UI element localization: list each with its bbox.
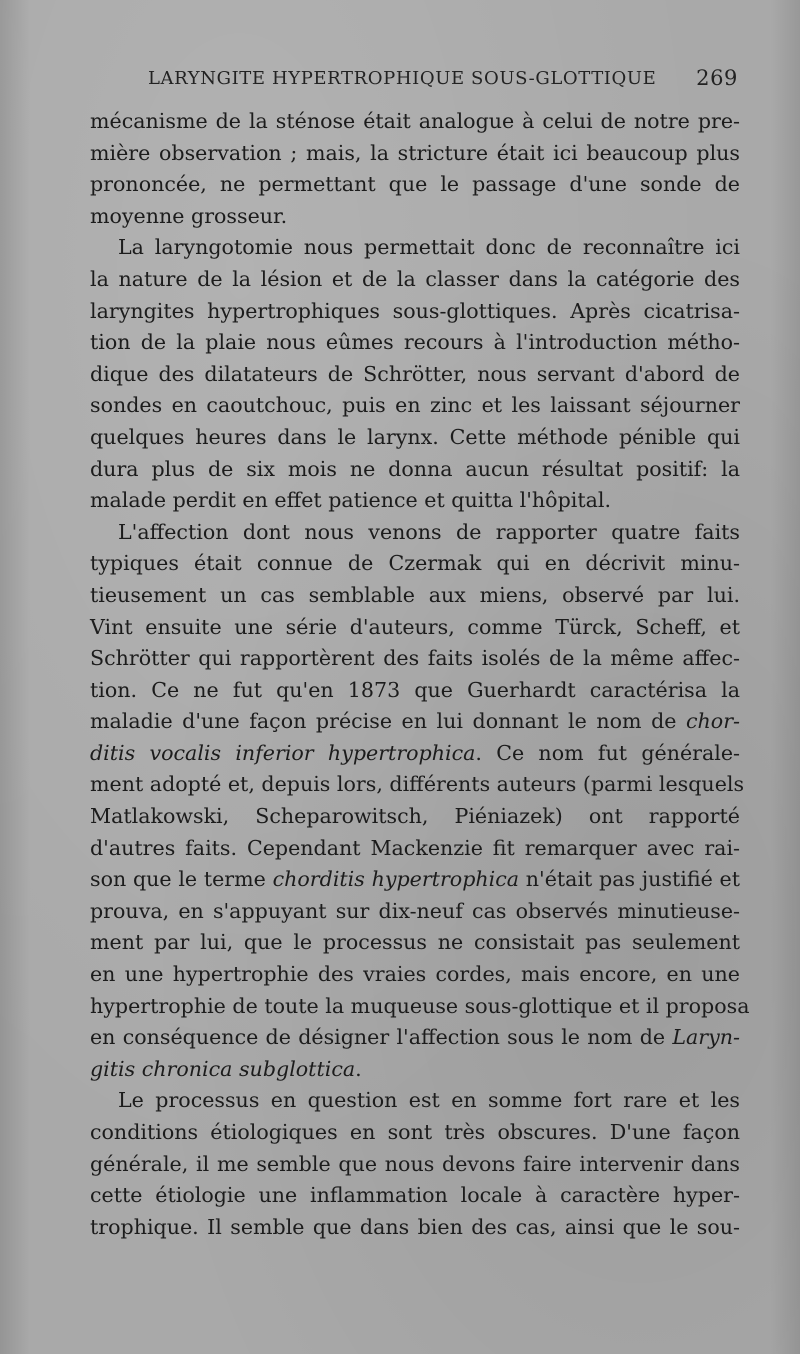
text-line	[90, 548, 740, 580]
text-line	[90, 643, 740, 675]
italic-text-span: chorditis hypertrophica	[272, 867, 520, 892]
text-span: Matlakowski, Scheparowitsch, Piéniazek) ont rapporté	[90, 804, 740, 829]
text-span: cette étiologie une inflammation locale à caractère hyper-	[90, 1183, 740, 1208]
page-number: 269	[696, 66, 738, 90]
text-span: dique des dilatateurs de Schrötter, nous servant d'abord de	[90, 361, 740, 386]
text-line	[90, 1212, 740, 1244]
text-span: mière observation ; mais, la stricture était ici beaucoup plus	[90, 140, 740, 165]
text-line	[90, 517, 740, 549]
text-line	[90, 769, 745, 801]
text-line	[90, 833, 740, 865]
text-line	[90, 359, 740, 391]
text-span: tieusement un cas semblable aux miens, observé par lui.	[90, 582, 740, 607]
text-line	[90, 706, 740, 738]
text-span: sondes en caoutchouc, puis en zinc et les laissant séjourner	[90, 393, 740, 418]
text-span: n'était pas justifié et	[519, 867, 740, 892]
text-line	[90, 422, 740, 454]
italic-text-span: chor-	[686, 709, 740, 734]
text-line	[90, 296, 740, 328]
text-span: .	[355, 1056, 362, 1081]
text-line	[90, 201, 740, 233]
text-line	[90, 896, 740, 928]
text-line	[90, 454, 740, 486]
text-span: . Ce nom fut générale-	[475, 740, 740, 765]
text-span: laryngites hypertrophiques sous-glottiques. Après cicatrisa-	[90, 298, 740, 323]
text-line	[90, 1180, 740, 1212]
text-line	[90, 580, 740, 612]
text-span: trophique. Il semble que dans bien des cas, ainsi que le sou-	[90, 1214, 740, 1239]
text-line	[90, 927, 740, 959]
text-span: conditions étiologiques en sont très obscures. D'une façon	[90, 1120, 740, 1144]
text-span: hypertrophie de toute la muqueuse sous-glottique et il proposa	[90, 993, 750, 1018]
text-line	[90, 1117, 740, 1149]
text-line	[90, 959, 740, 991]
text-span: moyenne grosseur.	[90, 203, 288, 228]
text-line	[90, 801, 740, 833]
text-span: L'affection dont nous venons de rapporter quatre faits	[118, 519, 740, 544]
text-line	[90, 264, 740, 296]
text-span: générale, il me semble que nous devons faire intervenir dans	[90, 1151, 740, 1176]
text-span: d'autres faits. Cependant Mackenzie fit remarquer avec rai-	[90, 835, 740, 860]
text-span: typiques était connue de Czermak qui en décrivit minu-	[90, 551, 740, 576]
text-span: tion de la plaie nous eûmes recours à l'introduction métho-	[90, 330, 740, 355]
italic-text-span: gitis chronica subglottica	[90, 1056, 356, 1081]
text-line	[90, 1022, 740, 1054]
text-span: dura plus de six mois ne donna aucun résultat positif: la	[90, 456, 740, 481]
text-line	[90, 991, 750, 1023]
text-line	[90, 390, 740, 422]
text-span: mécanisme de la sténose était analogue à celui de notre pre-	[90, 109, 740, 133]
text-span: Vint ensuite une série d'auteurs, comme Türck, Scheff, et	[90, 614, 740, 639]
text-span: en une hypertrophie des vraies cordes, mais encore, en une	[90, 962, 740, 987]
text-span: prononcée, ne permettant que le passage d'une sonde de	[90, 172, 740, 197]
italic-text-span: Laryn-	[672, 1025, 740, 1050]
text-span: quelques heures dans le larynx. Cette méthode pénible qui	[90, 424, 740, 449]
text-span: Le processus en question est en somme fort rare et les	[118, 1088, 740, 1113]
text-span: tion. Ce ne fut qu'en 1873 que Guerhardt caractérisa la	[90, 677, 740, 702]
text-span: malade perdit en effet patience et quitta l'hôpital.	[90, 488, 612, 513]
text-line	[90, 485, 740, 517]
body-text	[90, 106, 750, 1243]
text-span: prouva, en s'appuyant sur dix-neuf cas observés minutieuse-	[90, 898, 740, 923]
text-span: en conséquence de désigner l'affection sous le nom de	[90, 1025, 673, 1050]
text-line	[90, 327, 740, 359]
text-line	[90, 169, 740, 201]
text-span: ment par lui, que le processus ne consistait pas seulement	[90, 930, 740, 955]
text-line	[90, 138, 740, 170]
text-span: la nature de la lésion et de la classer dans la catégorie des	[90, 266, 740, 291]
italic-text-span: ditis vocalis inferior hypertrophica	[90, 740, 476, 765]
text-line	[90, 1054, 740, 1086]
text-span: son que le terme	[90, 867, 273, 892]
running-head	[148, 60, 748, 100]
text-span: La laryngotomie nous permettait donc de reconnaître ici	[118, 235, 740, 260]
text-line	[90, 612, 740, 644]
text-line	[90, 1149, 740, 1181]
text-span: Schrötter qui rapportèrent des faits isolés de la même affec-	[90, 646, 740, 671]
text-line	[90, 675, 740, 707]
text-line	[90, 232, 740, 264]
text-line	[90, 738, 740, 770]
text-line	[90, 864, 740, 896]
text-span: maladie d'une façon précise en lui donnant le nom de	[90, 709, 686, 734]
text-span: ment adopté et, depuis lors, différents auteurs (parmi lesquels	[90, 772, 745, 797]
text-line	[90, 106, 740, 138]
text-line	[90, 1085, 740, 1117]
running-head-title: LARYNGITE HYPERTROPHIQUE SOUS-GLOTTIQUE	[148, 68, 657, 89]
